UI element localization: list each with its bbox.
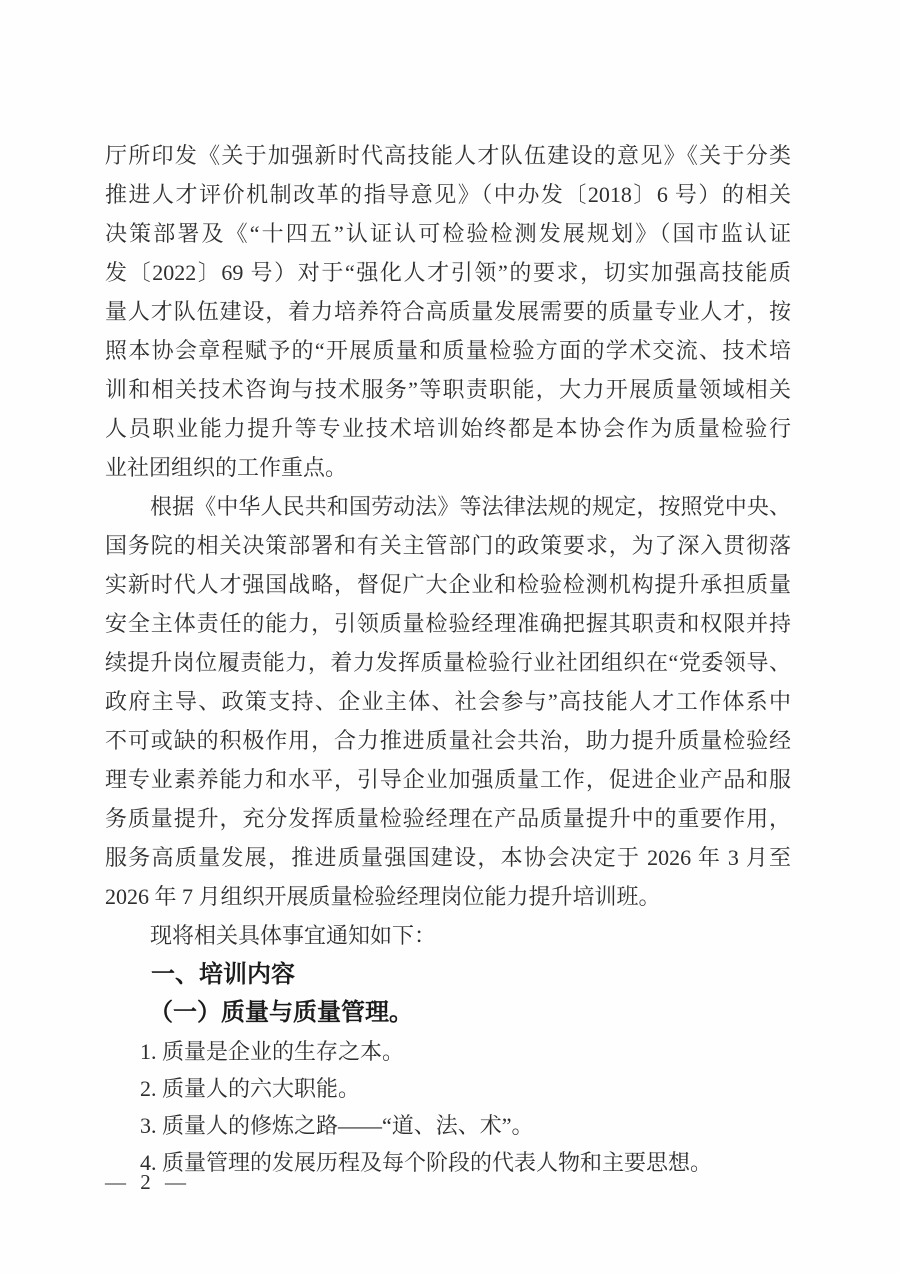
text-line: 续提升岗位履责能力，着力发挥质量检验行业社团组织在“党委领导、	[105, 650, 791, 675]
section-heading: 一、培训内容	[151, 961, 295, 988]
paragraph-2	[105, 487, 791, 916]
text-line: 2026 年 7 月组织开展质量检验经理岗位能力提升培训班。	[105, 884, 661, 909]
subsection-heading: （一）质量与质量管理。	[149, 1000, 413, 1026]
text-line: 发〔2022〕69 号）对于“强化人才引领”的要求，切实加强高技能质	[105, 260, 791, 285]
page-number: — 2 —	[105, 1170, 187, 1194]
text-line: 政府主导、政策支持、企业主体、社会参与”高技能人才工作体系中	[105, 689, 791, 714]
text-line: 训和相关技术咨询与技术服务”等职责职能，大力开展质量领域相关	[105, 377, 791, 402]
text-line: 服务高质量发展，推进质量强国建设，本协会决定于 2026 年 3 月至	[105, 845, 791, 870]
list-item-3: 3. 质量人的修炼之路——“道、法、术”。	[140, 1113, 534, 1138]
list-item-1: 1. 质量是企业的生存之本。	[140, 1039, 405, 1064]
text-line: 务质量提升，充分发挥质量检验经理在产品质量提升中的重要作用，	[105, 806, 791, 831]
text-line: 厅所印发《关于加强新时代高技能人才队伍建设的意见》《关于分类	[105, 143, 791, 168]
text-line: 现将相关具体事宜通知如下：	[150, 923, 437, 948]
text-line: 决策部署及《“十四五”认证认可检验检测发展规划》（国市监认证	[105, 221, 791, 246]
paragraph-1	[105, 136, 791, 487]
text-line: 根据《中华人民共和国劳动法》等法律法规的规定，按照党中央、	[150, 494, 791, 519]
text-line: 不可或缺的积极作用，合力推进质量社会共治，助力提升质量检验经	[105, 728, 791, 753]
text-line: 理专业素养能力和水平，引导企业加强质量工作，促进企业产品和服	[105, 767, 791, 792]
text-line: 照本协会章程赋予的“开展质量和质量检验方面的学术交流、技术培	[105, 338, 791, 363]
text-line: 国务院的相关决策部署和有关主管部门的政策要求，为了深入贯彻落	[105, 533, 791, 558]
list-item-4: 4. 质量管理的发展历程及每个阶段的代表人物和主要思想。	[140, 1150, 713, 1175]
text-line: 推进人才评价机制改革的指导意见》（中办发〔2018〕6 号）的相关	[105, 182, 791, 207]
document-content	[105, 136, 791, 1181]
text-line: 安全主体责任的能力，引领质量检验经理准确把握其职责和权限并持	[105, 611, 791, 636]
numbered-list	[105, 1033, 791, 1181]
page-footer	[105, 1170, 187, 1195]
text-line: 业社团组织的工作重点。	[105, 455, 348, 480]
text-line: 实新时代人才强国战略，督促广大企业和检验检测机构提升承担质量	[105, 572, 791, 597]
paragraph-3	[105, 916, 791, 955]
list-item-2: 2. 质量人的六大职能。	[140, 1076, 361, 1101]
text-line: 量人才队伍建设，着力培养符合高质量发展需要的质量专业人才，按	[105, 299, 791, 324]
text-line: 人员职业能力提升等专业技术培训始终都是本协会作为质量检验行	[105, 416, 791, 441]
